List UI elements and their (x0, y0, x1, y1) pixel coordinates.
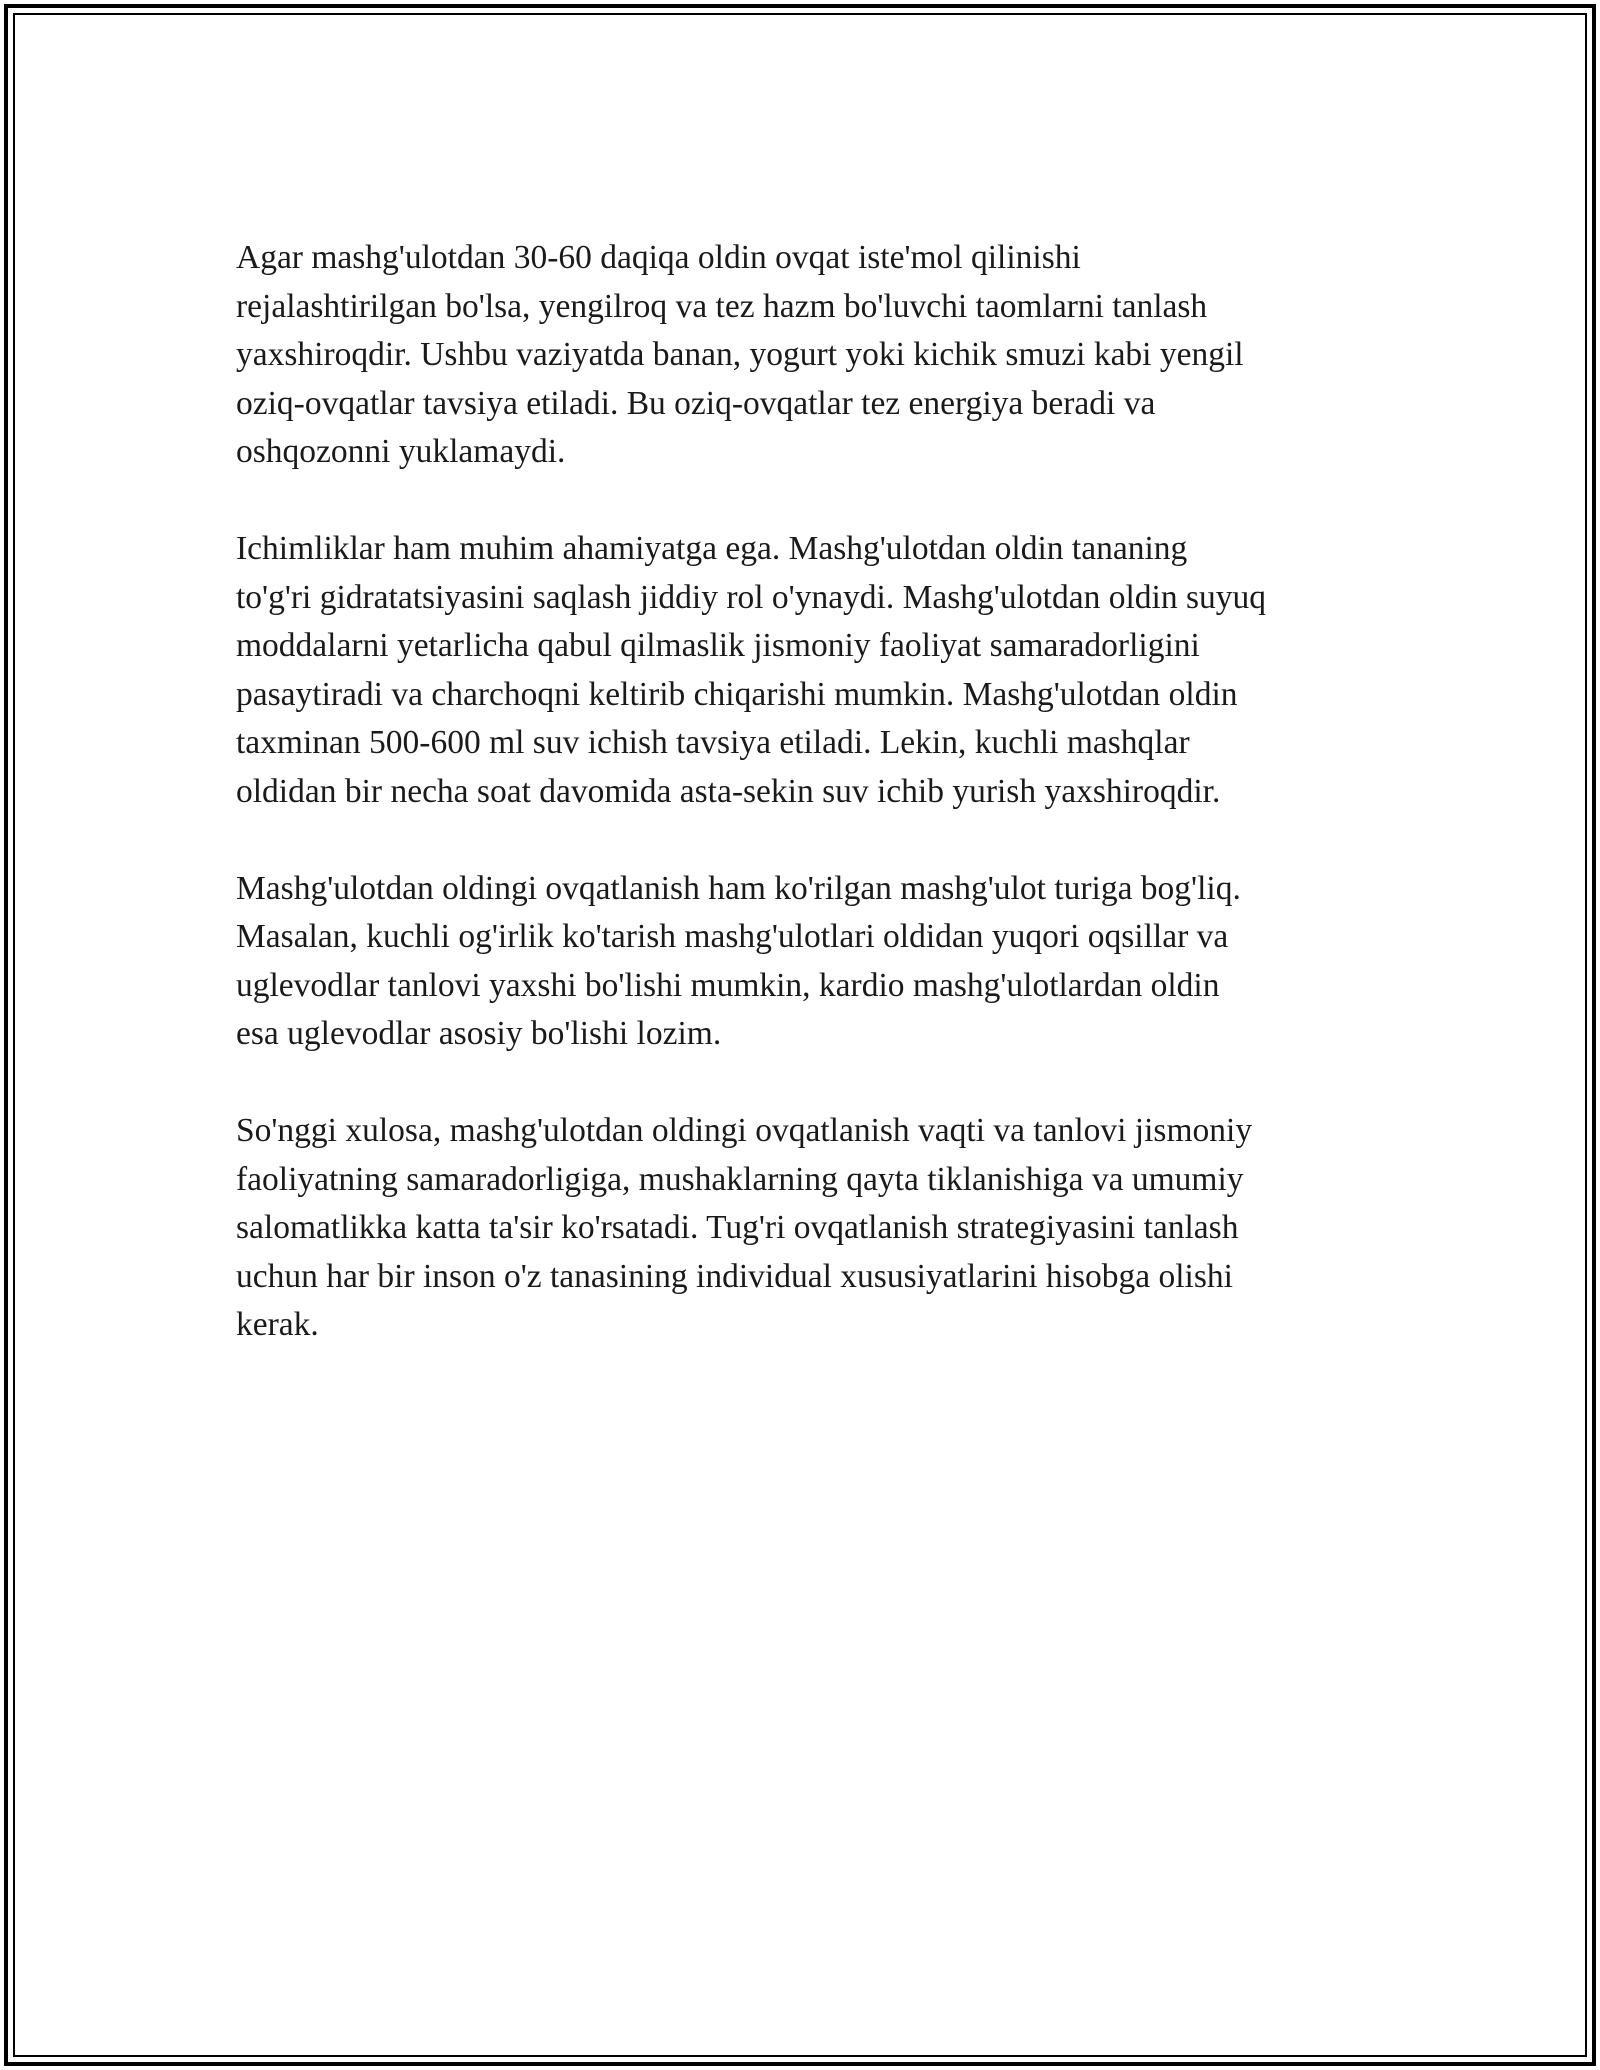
document-body (236, 234, 1374, 1398)
text-line: Mashg'ulotdan oldingi ovqatlanish ham ko'rilgan mashg'ulot turiga bog'liq. (236, 869, 1241, 907)
text-line: kerak. (236, 1306, 319, 1343)
paragraph-workout-type (236, 865, 1374, 1059)
text-line: taxminan 500-600 ml suv ichish tavsiya etiladi. Lekin, kuchli mashqlar (236, 724, 1190, 761)
text-line: Ichimliklar ham muhim ahamiyatga ega. Mashg'ulotdan oldin tananing (236, 530, 1188, 567)
text-line: faoliyatning samaradorligiga, mushaklarning qayta tiklanishiga va umumiy (236, 1160, 1244, 1198)
text-line: Masalan, kuchli og'irlik ko'tarish mashg'ulotlari oldidan yuqori oqsillar va (236, 918, 1229, 955)
text-line: rejalashtirilgan bo'lsa, yengilroq va tez hazm bo'luvchi taomlarni tanlash (236, 287, 1208, 325)
text-line: salomatlikka katta ta'sir ko'rsatadi. Tug'ri ovqatlanish strategiyasini tanlash (236, 1209, 1239, 1246)
text-line: moddalarni yetarlicha qabul qilmaslik jismoniy faoliyat samaradorligini (236, 627, 1200, 664)
paragraph-hydration (236, 525, 1374, 816)
text-line: Agar mashg'ulotdan 30-60 daqiqa oldin ovqat iste'mol qilinishi (236, 239, 1081, 276)
text-line: uglevodlar tanlovi yaxshi bo'lishi mumkin, kardio mashg'ulotlardan oldin (236, 966, 1220, 1004)
text-line: oziq-ovqatlar tavsiya etiladi. Bu oziq-ovqatlar tez energiya beradi va (236, 384, 1156, 422)
text-line: pasaytiradi va charchoqni keltirib chiqarishi mumkin. Mashg'ulotdan oldin (236, 675, 1238, 713)
text-line: uchun har bir inson o'z tanasining individual xususiyatlarini hisobga olishi (236, 1257, 1233, 1295)
text-line: yaxshiroqdir. Ushbu vaziyatda banan, yogurt yoki kichik smuzi kabi yengil (236, 336, 1244, 373)
text-line: esa uglevodlar asosiy bo'lishi lozim. (236, 1015, 722, 1052)
paragraph-conclusion (236, 1107, 1374, 1350)
text-line: oshqozonni yuklamaydi. (236, 433, 566, 470)
paragraph-pre-workout-timing (236, 234, 1374, 477)
text-line: to'g'ri gidratatsiyasini saqlash jiddiy rol o'ynaydi. Mashg'ulotdan oldin suyuq (236, 578, 1266, 616)
text-line: oldidan bir necha soat davomida asta-sekin suv ichib yurish yaxshiroqdir. (236, 772, 1221, 810)
text-line: So'nggi xulosa, mashg'ulotdan oldingi ovqatlanish vaqti va tanlovi jismoniy (236, 1112, 1253, 1149)
